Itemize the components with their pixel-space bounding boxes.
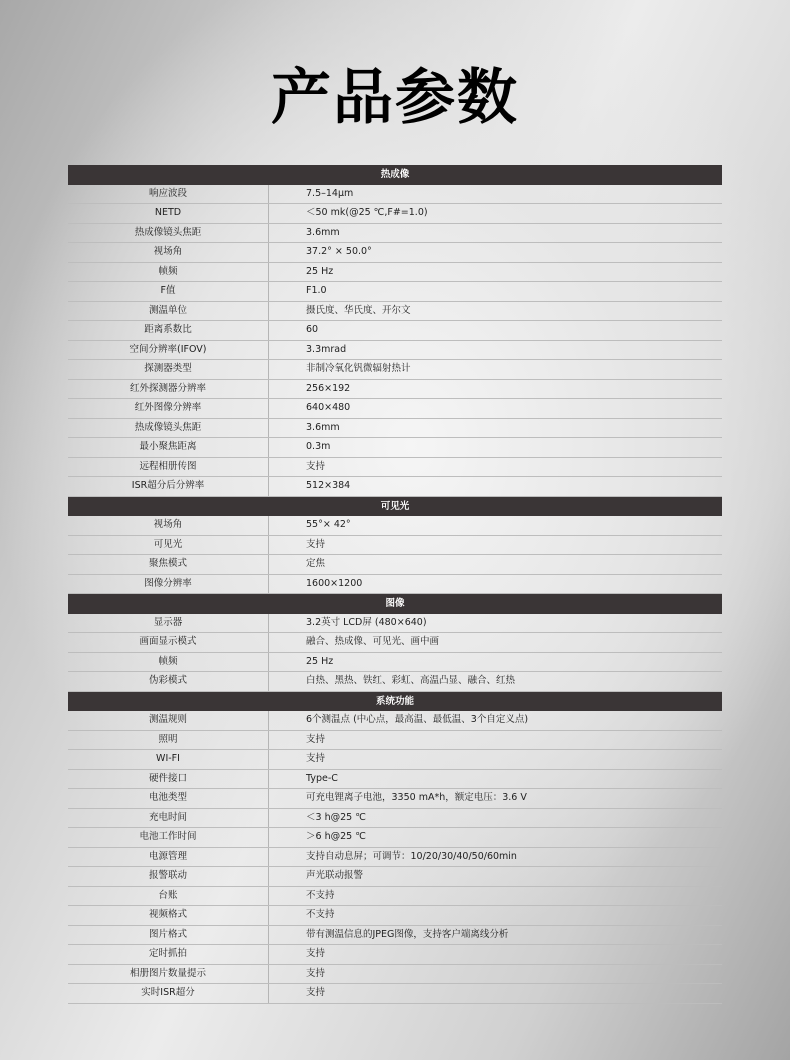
spec-row: [68, 887, 722, 907]
spec-row: [68, 711, 722, 731]
spec-label: 红外探测器分辨率: [68, 380, 269, 399]
spec-value: 25 Hz: [306, 265, 334, 277]
spec-value: 3.6mm: [306, 226, 340, 238]
spec-row: [68, 419, 722, 439]
spec-label: 图片格式: [68, 926, 269, 945]
spec-value: 3.6mm: [306, 421, 340, 433]
spec-row: [68, 282, 722, 302]
spec-label: 测温规则: [68, 711, 269, 730]
spec-label: 热成像镜头焦距: [68, 419, 269, 438]
section-header: 可见光: [68, 497, 722, 517]
spec-row: [68, 438, 722, 458]
spec-label: 远程相册传图: [68, 458, 269, 477]
spec-row: [68, 672, 722, 692]
spec-value: ＜3 h@25 ℃: [306, 811, 366, 823]
spec-value: 支持: [306, 948, 326, 959]
spec-label: ISR超分后分辨率: [68, 477, 269, 496]
spec-row: [68, 224, 722, 244]
spec-row: [68, 653, 722, 673]
spec-row: [68, 770, 722, 790]
spec-table: [68, 165, 722, 1004]
spec-label: NETD: [68, 204, 269, 223]
spec-value: 可充电锂离子电池，3350 mA*h，额定电压：3.6 V: [306, 792, 527, 803]
spec-value: 37.2° × 50.0°: [306, 246, 372, 257]
spec-row: [68, 536, 722, 556]
spec-row: [68, 243, 722, 263]
spec-row: [68, 828, 722, 848]
spec-value: 白热、黑热、铁红、彩虹、高温凸显、融合、红热: [306, 675, 516, 686]
spec-value: 3.3mrad: [306, 343, 347, 355]
spec-row: [68, 399, 722, 419]
page-title: 产品参数: [271, 63, 519, 133]
spec-label: 帧频: [68, 263, 269, 282]
spec-row: [68, 477, 722, 497]
spec-value: 支持: [306, 967, 326, 979]
spec-row: [68, 750, 722, 770]
spec-value: 1600×1200: [306, 577, 363, 589]
spec-row: [68, 965, 722, 985]
spec-value: 640×480: [306, 402, 351, 413]
spec-label: 报警联动: [68, 867, 269, 886]
spec-label: 可见光: [68, 536, 269, 555]
spec-label: 图像分辨率: [68, 575, 269, 594]
spec-row: [68, 945, 722, 965]
spec-label: 硬件接口: [68, 770, 269, 789]
spec-value: F1.0: [306, 285, 327, 296]
spec-label: 画面显示模式: [68, 633, 269, 652]
section-header: 系统功能: [68, 692, 722, 712]
section-header: 图像: [68, 594, 722, 614]
spec-label: 电池类型: [68, 789, 269, 808]
spec-label: 聚焦模式: [68, 555, 269, 574]
spec-value: 55°× 42°: [306, 519, 351, 530]
spec-label: 定时抓拍: [68, 945, 269, 964]
spec-value: 声光联动报警: [306, 870, 364, 881]
spec-label: 测温单位: [68, 302, 269, 321]
spec-value: 0.3m: [306, 441, 331, 452]
spec-label: WI-FI: [68, 750, 269, 769]
spec-value: 3.2英寸 LCD屏 (480×640): [306, 616, 427, 628]
spec-row: [68, 263, 722, 283]
spec-row: [68, 984, 722, 1004]
spec-value: 融合、热成像、可见光、画中画: [306, 636, 440, 647]
spec-value: 支持: [306, 538, 326, 550]
spec-label: 实时ISR超分: [68, 984, 269, 1003]
spec-value: 60: [306, 324, 319, 335]
spec-row: [68, 458, 722, 478]
spec-row: [68, 926, 722, 946]
spec-row: [68, 614, 722, 634]
spec-value: 支持: [306, 460, 326, 472]
spec-label: 探测器类型: [68, 360, 269, 379]
spec-label: 充电时间: [68, 809, 269, 828]
spec-value: ＜50 mk(@25 ℃,F#=1.0): [306, 207, 428, 218]
spec-row: [68, 204, 722, 224]
spec-row: [68, 321, 722, 341]
spec-value: 支持: [306, 753, 326, 764]
spec-value: 支持: [306, 987, 326, 998]
spec-value: 6个测温点 (中心点，最高温、最低温、3个自定义点): [306, 714, 529, 725]
spec-value: 7.5–14μm: [306, 187, 354, 199]
spec-label: 台账: [68, 887, 269, 906]
spec-label: 最小聚焦距离: [68, 438, 269, 457]
spec-label: 帧频: [68, 653, 269, 672]
spec-row: [68, 341, 722, 361]
spec-label: 显示器: [68, 614, 269, 633]
spec-row: [68, 302, 722, 322]
spec-value: 支持: [306, 733, 326, 745]
spec-label: 视场角: [68, 243, 269, 262]
spec-value: 256×192: [306, 382, 351, 394]
spec-value: 摄氏度、华氏度、开尔文: [306, 304, 411, 316]
spec-row: [68, 380, 722, 400]
spec-value: 不支持: [306, 889, 335, 901]
spec-value: 非制冷氧化钒微辐射热计: [306, 363, 411, 374]
spec-label: 红外图像分辨率: [68, 399, 269, 418]
spec-row: [68, 185, 722, 205]
spec-row: [68, 633, 722, 653]
spec-row: [68, 906, 722, 926]
spec-label: 相册图片数量提示: [68, 965, 269, 984]
spec-row: [68, 575, 722, 595]
spec-label: 视场角: [68, 516, 269, 535]
spec-value: 不支持: [306, 909, 335, 920]
spec-label: 空间分辨率(IFOV): [68, 341, 269, 360]
spec-value: Type-C: [306, 772, 338, 784]
spec-value: 512×384: [306, 480, 351, 491]
spec-value: 25 Hz: [306, 655, 334, 667]
spec-label: 电池工作时间: [68, 828, 269, 847]
spec-row: [68, 360, 722, 380]
spec-row: [68, 555, 722, 575]
spec-label: F值: [68, 282, 269, 301]
spec-label: 电源管理: [68, 848, 269, 867]
spec-value: 定焦: [306, 558, 326, 569]
section-header: 热成像: [68, 165, 722, 185]
spec-label: 距离系数比: [68, 321, 269, 340]
spec-label: 伪彩模式: [68, 672, 269, 691]
spec-row: [68, 867, 722, 887]
spec-value: ＞6 h@25 ℃: [306, 831, 366, 842]
spec-label: 照明: [68, 731, 269, 750]
spec-label: 响应波段: [68, 185, 269, 204]
spec-value: 带有测温信息的JPEG图像，支持客户端离线分析: [306, 928, 509, 940]
spec-label: 热成像镜头焦距: [68, 224, 269, 243]
spec-row: [68, 809, 722, 829]
spec-row: [68, 789, 722, 809]
spec-row: [68, 848, 722, 868]
spec-label: 视频格式: [68, 906, 269, 925]
spec-row: [68, 516, 722, 536]
spec-value: 支持自动息屏；可调节：10/20/30/40/50/60min: [306, 850, 517, 862]
spec-row: [68, 731, 722, 751]
